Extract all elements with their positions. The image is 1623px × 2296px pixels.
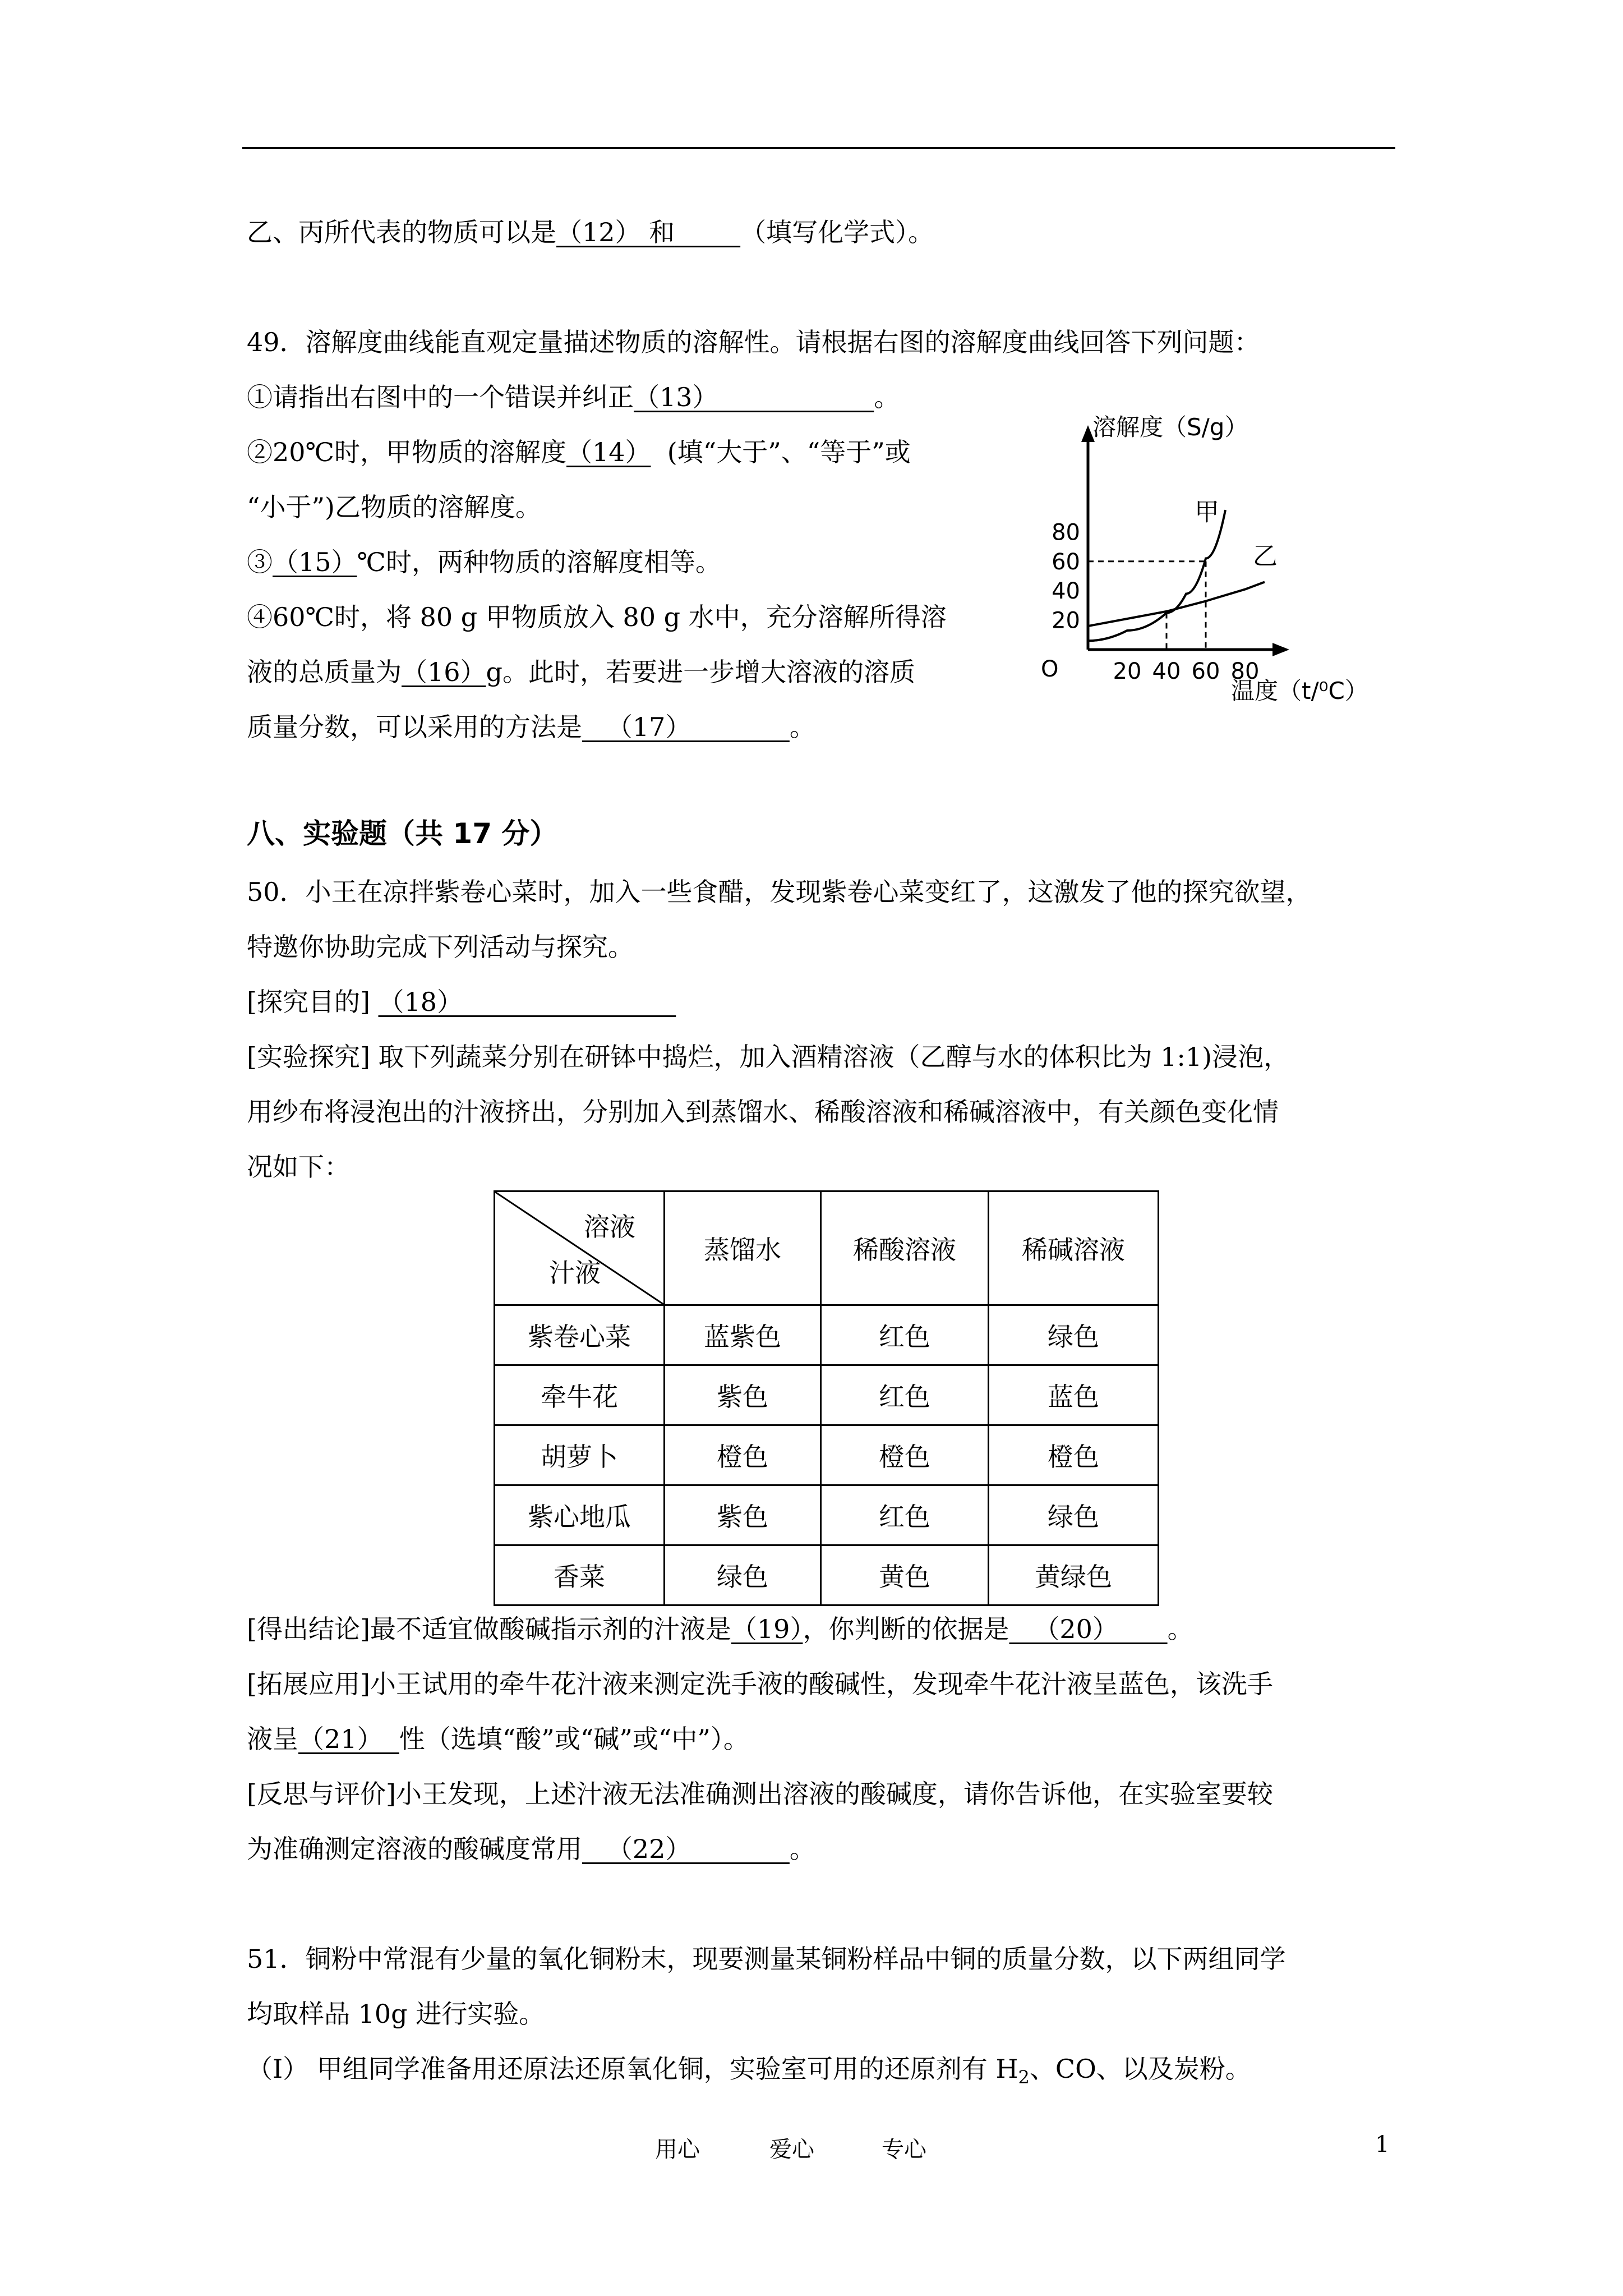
conclusion-text2: ，你判断的依据是 — [803, 1614, 1009, 1644]
table-cell: 蓝色 — [989, 1365, 1159, 1425]
q50-exp-line2: 用纱布将浸泡出的汁液挤出，分别加入到蒸馏水、稀酸溶液和稀碱溶液中，有关颜色变化情 — [247, 1097, 1279, 1127]
reflection-period: 。 — [789, 1834, 815, 1864]
purpose-label: [探究目的] — [247, 987, 370, 1017]
blank-20: （20） — [1009, 1614, 1168, 1644]
q49-p4-text: 液的总质量为 — [247, 657, 402, 687]
q51-line2: 均取样品 10g 进行实验。 — [247, 1999, 545, 2029]
row-label: 牵牛花 — [495, 1365, 665, 1425]
corner-label-juice: 汁液 — [549, 1258, 601, 1288]
table-row — [495, 1485, 1159, 1545]
x-axis-arrow — [1272, 643, 1289, 656]
table-corner-cell — [495, 1191, 665, 1305]
row-label: 紫卷心菜 — [495, 1305, 665, 1365]
blank-21: （21） — [298, 1724, 399, 1754]
q49-p2-text: ②20℃时，甲物质的溶解度 — [247, 437, 566, 467]
x-tick-label: 20 — [1113, 659, 1142, 684]
conclusion-text: [得出结论]最不适宜做酸碱指示剂的汁液是 — [247, 1614, 731, 1644]
table-cell: 紫色 — [665, 1365, 821, 1425]
table-cell: 红色 — [821, 1305, 989, 1365]
footer-motto-1: 用心 — [655, 2137, 700, 2162]
q49-part4-cont — [247, 655, 915, 689]
series-label: 乙 — [1253, 542, 1278, 571]
origin-label: O — [1041, 656, 1059, 682]
table-cell: 黄绿色 — [989, 1545, 1159, 1605]
table-cell: 橙色 — [665, 1425, 821, 1485]
q51-text: （Ⅰ） 甲组同学准备用还原法还原氧化铜，实验室可用的还原剂有 H — [247, 2054, 1018, 2084]
blank-12b — [675, 217, 740, 247]
table-cell: 绿色 — [989, 1305, 1159, 1365]
section-8-title: 八、实验题（共 17 分） — [247, 817, 558, 850]
q49-p4-period: 。 — [789, 712, 815, 742]
table-cell: 黄色 — [821, 1545, 989, 1605]
blank-18: （18） — [378, 987, 676, 1017]
q48-text: 乙、丙所代表的物质可以是 — [247, 217, 556, 247]
table-cell: 橙色 — [821, 1425, 989, 1485]
q50-conclusion — [247, 1612, 1193, 1646]
x-tick-label: 60 — [1191, 659, 1220, 684]
q50-application-line1: [拓展应用]小王试用的牵牛花汁液来测定洗手液的酸碱性，发现牵牛花汁液呈蓝色，该洗手 — [247, 1669, 1273, 1699]
y-tick-label: 40 — [1052, 578, 1080, 605]
y-axis-label: 溶解度（S/g） — [1092, 415, 1248, 441]
blank-22: （22） — [582, 1834, 790, 1864]
col-header: 稀酸溶液 — [821, 1191, 989, 1305]
q49-part4: ④60℃时，将 80 g 甲物质放入 80 g 水中，充分溶解所得溶 — [247, 602, 947, 632]
q50-reflection-line2 — [247, 1832, 815, 1866]
blank-14: （14） — [566, 437, 651, 467]
y-tick-label: 20 — [1052, 608, 1080, 634]
q50-exp-line1: [实验探究] 取下列蔬菜分别在研钵中捣烂，加入酒精溶液（乙醇与水的体积比为 1:1)浸泡， — [247, 1042, 1290, 1072]
q48-text-end: （填写化学式）。 — [740, 217, 934, 247]
q51-text2: 、CO、以及炭粉。 — [1029, 2054, 1251, 2084]
row-label: 香菜 — [495, 1545, 665, 1605]
table-cell: 红色 — [821, 1485, 989, 1545]
series-label: 甲 — [1195, 498, 1219, 527]
x-tick-label: 80 — [1230, 659, 1260, 684]
q49-part4-end — [247, 710, 815, 744]
blank-19: （19） — [731, 1614, 803, 1644]
q49-p1-end: 。 — [874, 382, 900, 412]
table-cell: 紫色 — [665, 1485, 821, 1545]
table-row — [495, 1425, 1159, 1485]
table-cell: 橙色 — [989, 1425, 1159, 1485]
q50-reflection-line1: [反思与评价]小王发现，上述汁液无法准确测出溶液的酸碱度，请你告诉他，在实验室要较 — [247, 1779, 1273, 1809]
table-header-row — [495, 1191, 1159, 1305]
table-cell: 红色 — [821, 1365, 989, 1425]
table-row — [495, 1305, 1159, 1365]
table-cell: 蓝紫色 — [665, 1305, 821, 1365]
series-line-yi — [1088, 582, 1265, 626]
q50-line2: 特邀你协助完成下列活动与探究。 — [247, 932, 634, 962]
q49-part1 — [247, 380, 900, 414]
table-cell: 绿色 — [665, 1545, 821, 1605]
conclusion-period: 。 — [1167, 1614, 1193, 1644]
table-cell: 绿色 — [989, 1485, 1159, 1545]
header-rule — [242, 147, 1395, 149]
table-row — [495, 1545, 1159, 1605]
table-row — [495, 1365, 1159, 1425]
q49-p1-text: ①请指出右图中的一个错误并纠正 — [247, 382, 634, 412]
q50-exp-line3: 况如下： — [247, 1152, 350, 1182]
col-header: 稀碱溶液 — [989, 1191, 1159, 1305]
application-text: 液呈 — [247, 1724, 298, 1754]
footer-motto-3: 专心 — [882, 2137, 926, 2162]
blank-15: （15） — [273, 547, 357, 577]
y-tick-label: 80 — [1052, 519, 1080, 546]
col-header: 蒸馏水 — [665, 1191, 821, 1305]
q49-part2 — [247, 435, 911, 469]
blank-16: （16） — [402, 657, 486, 687]
q50-application-line2 — [247, 1722, 749, 1756]
row-label: 胡萝卜 — [495, 1425, 665, 1485]
q50-line1: 50．小王在凉拌紫卷心菜时，加入一些食醋，发现紫卷心菜变红了，这激发了他的探究欲望， — [247, 877, 1312, 907]
y-tick-label: 60 — [1052, 549, 1080, 575]
blank-12: （12） 和 — [556, 217, 675, 247]
application-text2: 性（选填“酸”或“碱”或“中”）。 — [399, 1724, 749, 1754]
corner-label-solution: 溶液 — [584, 1212, 635, 1242]
q50-purpose — [247, 985, 676, 1019]
page-number: 1 — [1375, 2132, 1390, 2157]
solubility-chart — [1038, 415, 1424, 729]
q49-p4-text2: g。此时，若要进一步增大溶液的溶质 — [486, 657, 915, 687]
x-axis-label: 温度（t/⁰C） — [1231, 677, 1368, 705]
footer-motto-2: 爱心 — [769, 2137, 814, 2162]
q49-p3-text: ℃时，两种物质的溶解度相等。 — [357, 547, 722, 577]
q48-tail-line — [247, 215, 934, 249]
blank-17: （17） — [582, 712, 790, 742]
q51-line1: 51．铜粉中常混有少量的氧化铜粉末，现要测量某铜粉样品中铜的质量分数，以下两组同学 — [247, 1944, 1286, 1974]
reflection-text: 为准确测定溶液的酸碱度常用 — [247, 1834, 582, 1864]
q49-p3-num: ③ — [247, 547, 273, 577]
q49-part2-cont: “小于”)乙物质的溶解度。 — [247, 492, 541, 522]
q51-subscript: 2 — [1018, 2067, 1030, 2088]
q49-part3 — [247, 545, 721, 579]
q49-p4-text3: 质量分数，可以采用的方法是 — [247, 712, 582, 742]
color-change-table — [494, 1190, 1159, 1606]
x-tick-label: 40 — [1152, 659, 1181, 684]
q51-line3 — [247, 2052, 1251, 2094]
q49-p2-end: (填“大于”、“等于”或 — [651, 437, 911, 467]
row-label: 紫心地瓜 — [495, 1485, 665, 1545]
blank-13: （13） — [634, 382, 874, 412]
q49-intro: 49．溶解度曲线能直观定量描述物质的溶解性。请根据右图的溶解度曲线回答下列问题： — [247, 327, 1260, 357]
